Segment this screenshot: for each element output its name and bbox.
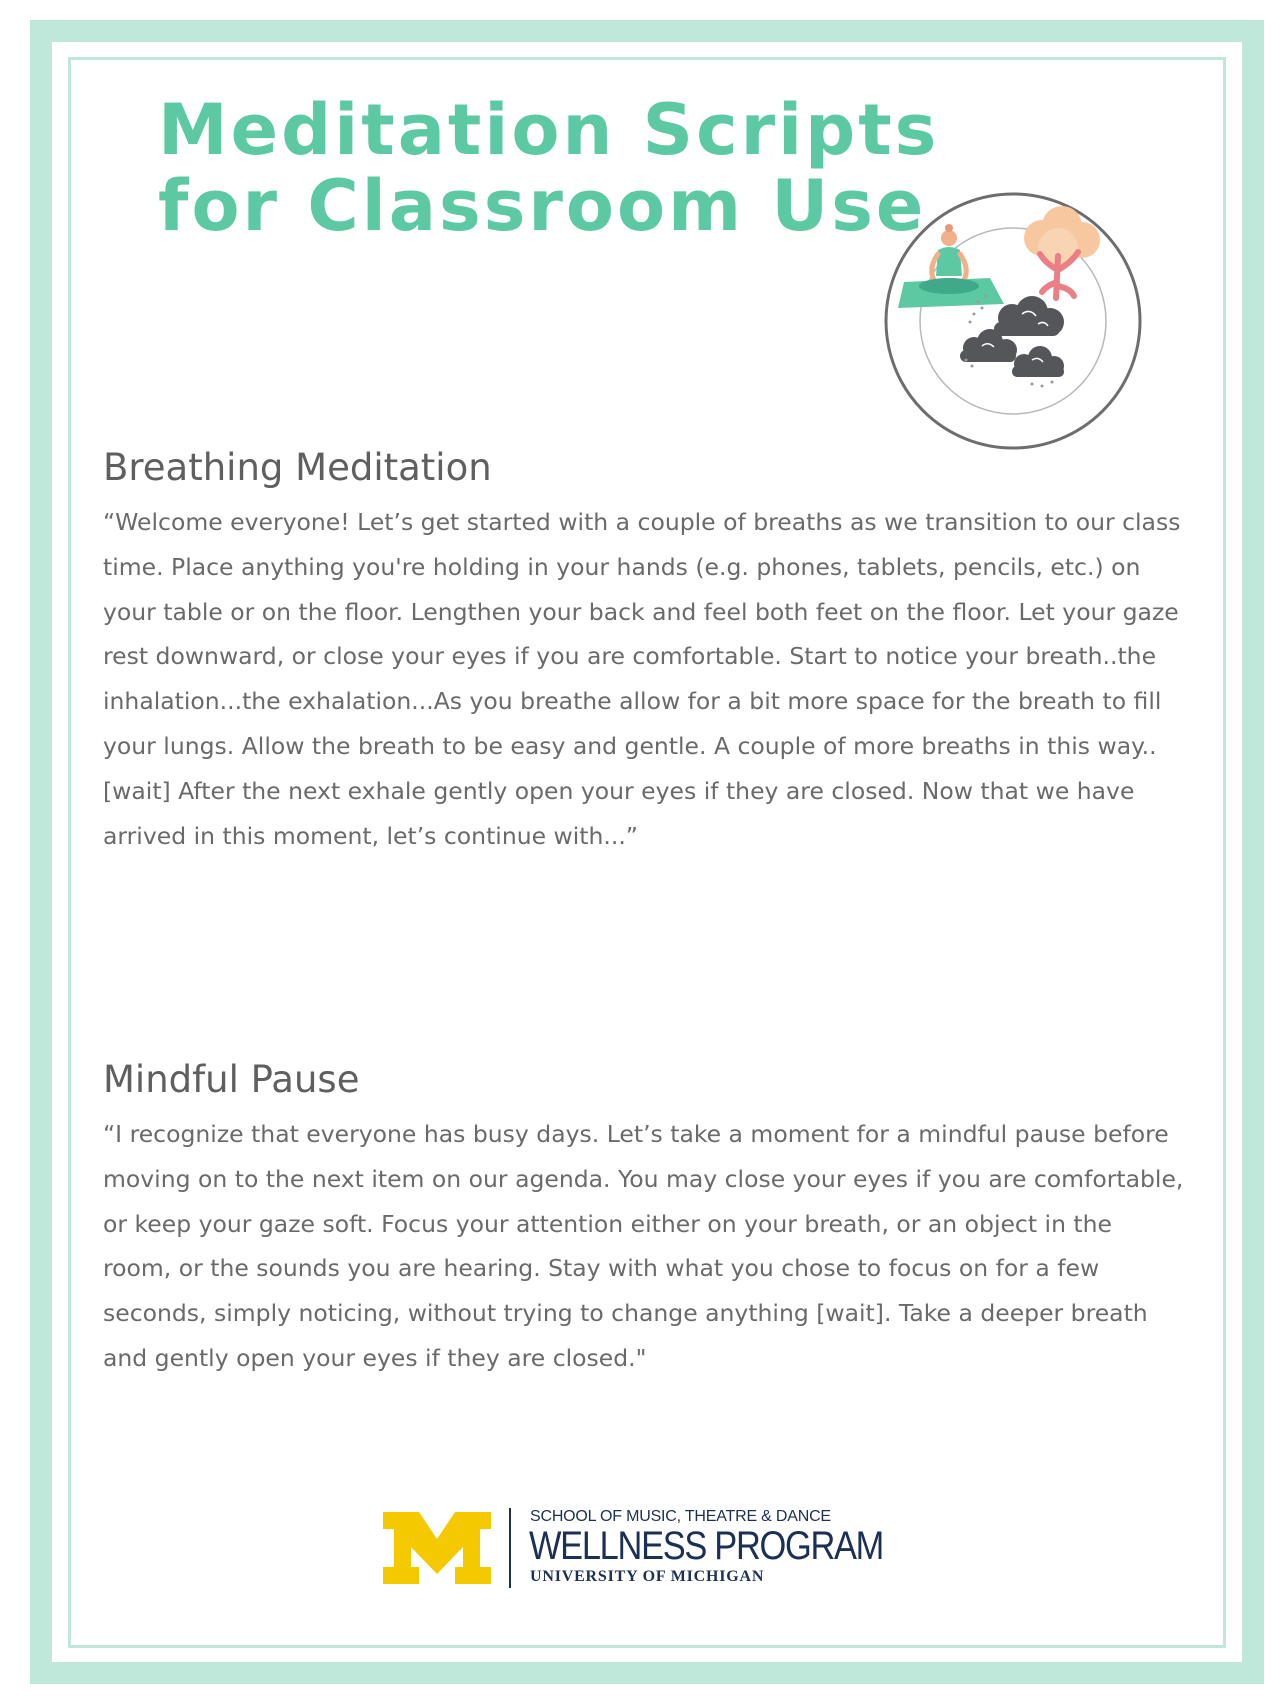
section-body-mindful-pause: “I recognize that everyone has busy days. Let’s take a moment for a mindful pause before moving on to the next item on our agenda. You may close your eyes if you are comfortable, or keep your gaze soft. Focus your attention either on your breath, or an object in the room, or the sounds you are hearing. Stay with what you chose to focus on for a few seconds, simply noticing, without trying to change anything [wait]. Take a deeper breath and gently open your eyes if they are closed." [103, 1120, 1184, 1372]
footer-program-name: WELLNESS PROGRAM [529, 1524, 884, 1568]
document-title: Meditation Scripts for Classroom Use [158, 89, 940, 247]
footer-university-name: UNIVERSITY OF MICHIGAN [530, 1568, 765, 1585]
section-heading-breathing: Breathing Meditation [103, 446, 492, 489]
footer-logo [383, 1508, 903, 1588]
footer-divider [509, 1508, 511, 1588]
meditation-illustration-icon [882, 190, 1144, 452]
block-m-logo-icon [383, 1512, 491, 1584]
section-body-breathing: “Welcome everyone! Let’s get started with a couple of breaths as we transition to our class time. Place anything you're holding in your hands (e.g. phones, tablets, pencils, etc.) on your table or on the floor. Lengthen your back and feel both feet on the floor. Let your gaze rest downward, or close your eyes if you are comfortable. Start to notice your breath..the inhalation...the exhalation...As you breathe allow for a bit more space for the breath to fill your lungs. Allow the breath to be easy and gentle. A couple of more breaths in this way..[wait] After the next exhale gently open your eyes if they are closed. Now that we have arrived in this moment, let’s continue with...” [103, 508, 1181, 850]
footer-school-name: SCHOOL OF MUSIC, THEATRE & DANCE [530, 1508, 831, 1525]
section-heading-mindful-pause: Mindful Pause [103, 1058, 360, 1101]
